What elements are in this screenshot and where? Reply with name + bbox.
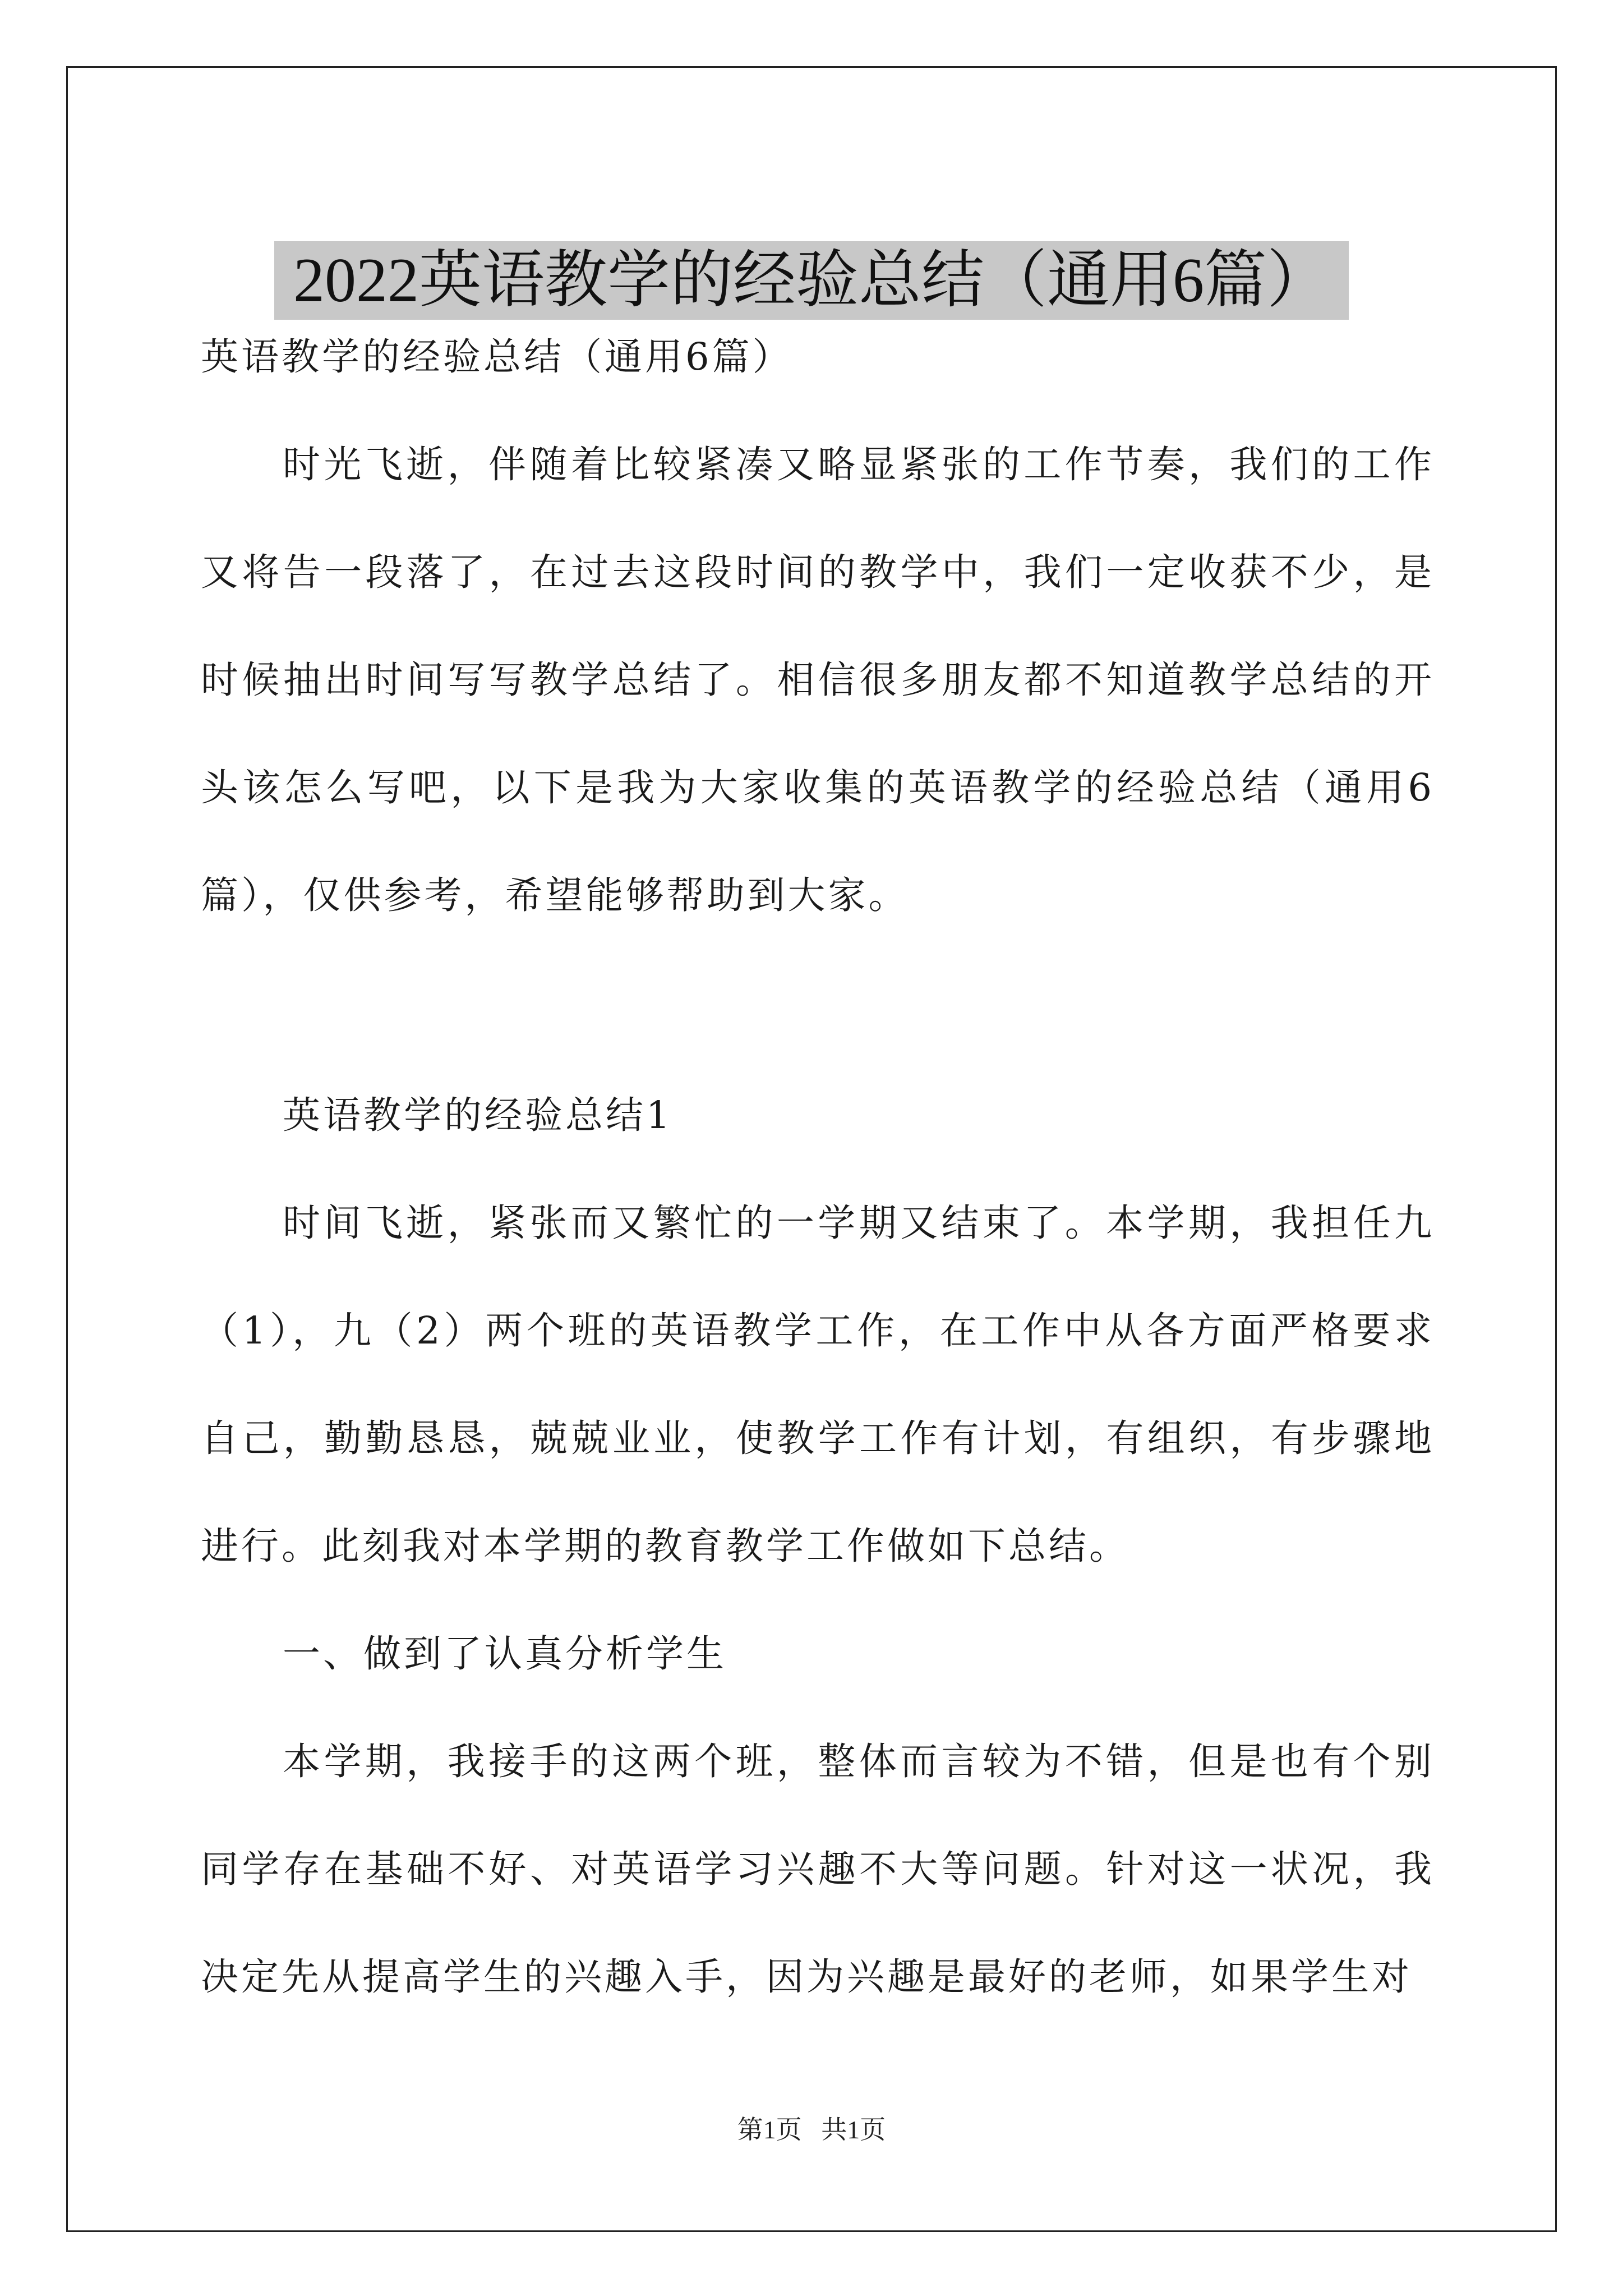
document-subtitle: 英语教学的经验总结（通用6篇）	[201, 335, 793, 379]
section-1-paragraph: 时间飞逝，紧张而又繁忙的一学期又结束了。本学期，我担任九（1），九（2）两个班的英语教学工作，在工作中从各方面严格要求自己，勤勤恳恳，兢兢业业，使教学工作有计划，有组织，有步骤地进行。此刻我对本学期的教育教学工作做如下总结。	[201, 1201, 1435, 1568]
point-1-paragraph: 本学期，我接手的这两个班，整体而言较为不错，但是也有个别同学存在基础不好、对英语学习兴趣不大等问题。针对这一状况，我决定先从提高学生的兴趣入手，因为兴趣是最好的老师，如果学生对	[201, 1740, 1435, 1999]
page-footer: 第1页 共1页	[737, 2115, 886, 2144]
document-body	[201, 303, 1435, 2031]
section-spacer	[201, 949, 1435, 1061]
intro-paragraph: 时光飞逝，伴随着比较紧凑又略显紧张的工作节奏，我们的工作又将告一段落了，在过去这段时间的教学中，我们一定收获不少，是时候抽出时间写写教学总结了。相信很多朋友都不知道教学总结的开头该怎么写吧，以下是我为大家收集的英语教学的经验总结（通用6篇），仅供参考，希望能够帮助到大家。	[201, 443, 1435, 917]
point-heading-1: 一、做到了认真分析学生	[283, 1632, 727, 1676]
document-title: 2022英语教学的经验总结（通用6篇）	[274, 241, 1349, 320]
section-heading-1: 英语教学的经验总结1	[283, 1093, 673, 1137]
